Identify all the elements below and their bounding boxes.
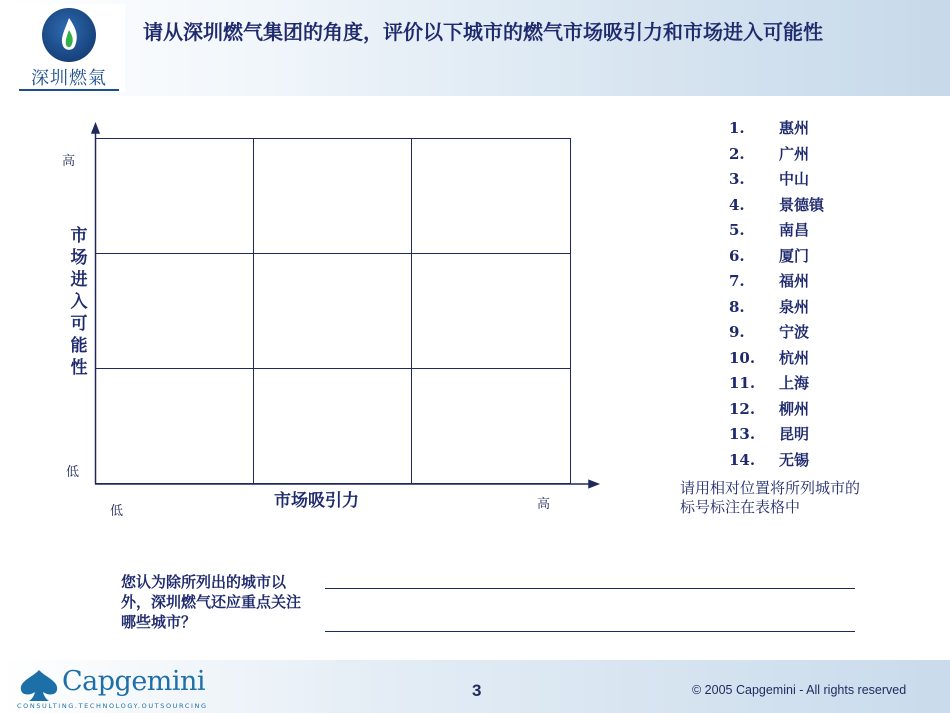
list-item: 4. 景德镇 — [729, 195, 825, 214]
list-item: 12. 柳州 — [729, 399, 810, 418]
matrix-frame — [96, 139, 571, 484]
list-item: 13. 昆明 — [729, 425, 810, 443]
x-axis-arrow — [589, 481, 598, 488]
question-text: 您认为除所列出的城市以外，深圳燃气还应重点关注哪些城市？ — [121, 573, 302, 631]
y-axis-arrow — [92, 124, 99, 133]
list-item: 11. 上海 — [729, 374, 810, 392]
capgemini-tagline: CONSULTING.TECHNOLOGY.OUTSOURCING — [17, 702, 208, 710]
y-low-label: 低 — [66, 465, 80, 480]
list-item: 14. 无锡 — [729, 450, 810, 469]
list-item: 6. 厦门 — [729, 246, 810, 265]
x-axis-title: 市场吸引力 — [274, 491, 359, 511]
x-low-label: 低 — [110, 504, 124, 519]
list-item: 10. 杭州 — [729, 348, 810, 367]
list-item: 8. 泉州 — [729, 297, 810, 316]
list-item: 5. 南昌 — [729, 221, 810, 239]
logo-text: 深圳燃氣 — [31, 68, 107, 89]
list-item: 7. 福州 — [729, 272, 810, 290]
list-item: 9. 宁波 — [729, 323, 810, 341]
instruction-text: 请用相对位置将所列城市的标号标注在表格中 — [680, 479, 861, 516]
y-axis-title: 市场进入可能性 — [70, 226, 88, 378]
page-number: 3 — [472, 681, 482, 700]
spade-icon — [17, 668, 61, 702]
page-title: 请从深圳燃气集团的角度，评价以下城市的燃气市场吸引力和市场进入可能性 — [143, 20, 823, 44]
city-list — [729, 116, 824, 473]
capgemini-brand: Capgemini — [62, 666, 206, 697]
x-high-label: 高 — [537, 497, 551, 512]
list-item: 3. 中山 — [729, 170, 810, 188]
answer-line-1[interactable] — [325, 588, 855, 589]
y-high-label: 高 — [62, 154, 76, 169]
answer-line-2[interactable] — [325, 631, 855, 632]
footer-band — [0, 660, 950, 713]
list-item: 2. 广州 — [729, 144, 810, 163]
copyright-text: © 2005 Capgemini - All rights reserved — [692, 683, 907, 697]
list-item: 1. 惠州 — [729, 119, 810, 137]
